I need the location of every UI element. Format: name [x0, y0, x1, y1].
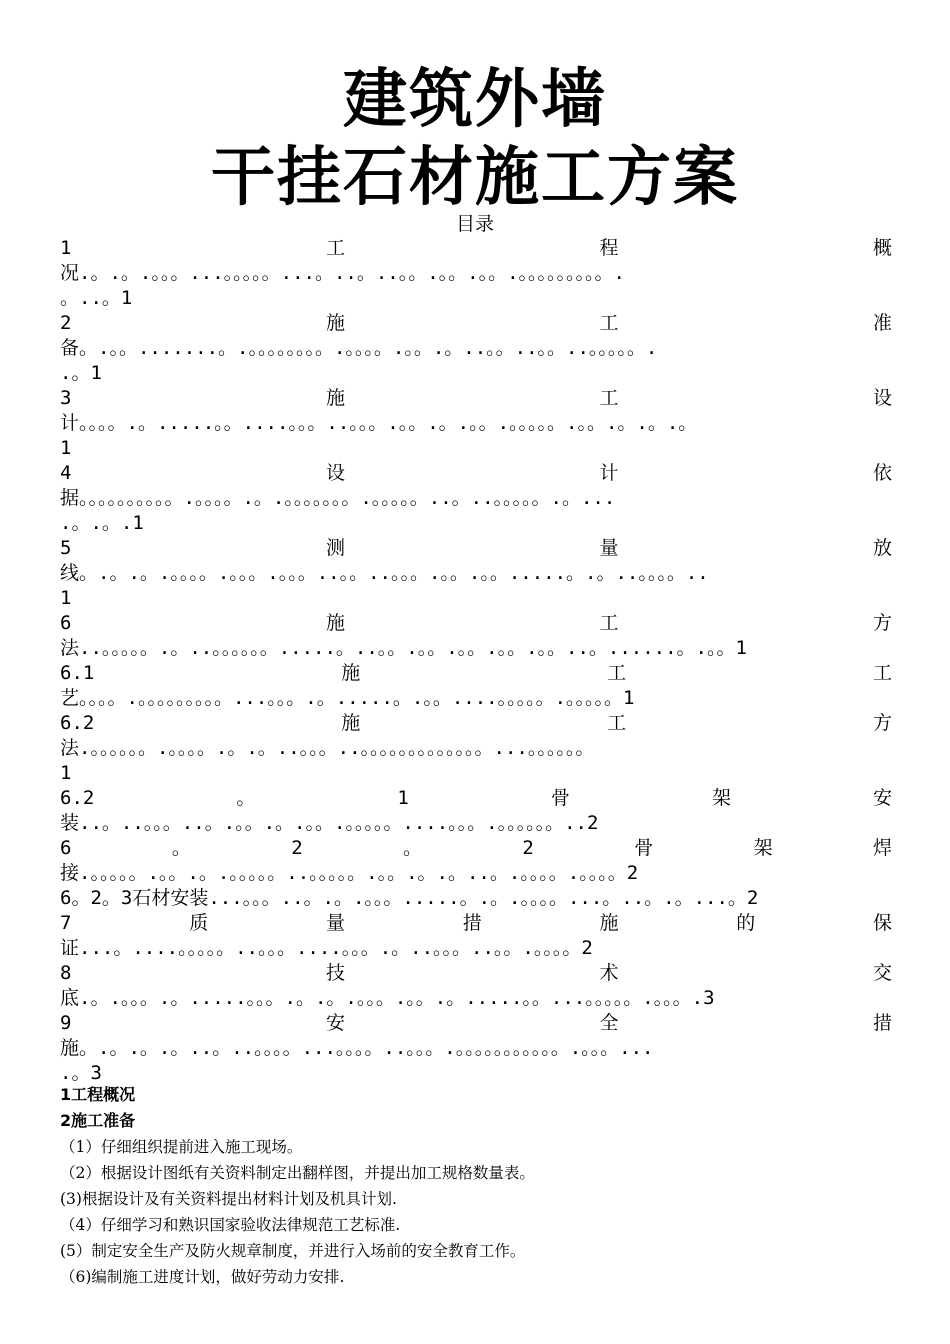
- document-title-line2: 干挂石材施工方案: [211, 140, 739, 215]
- toc-entry: [60, 236, 892, 311]
- toc-entry-part: 焊: [872, 837, 892, 859]
- toc-entry-part: 量: [599, 537, 619, 559]
- toc-entry-part: 1: [397, 787, 409, 809]
- toc-entry-leader: 据。。。。。。。。。。.。。。。.。.。。。。。。。.。。。。。..。..。。。。。.。...: [60, 487, 616, 509]
- toc-entry-part: 依: [872, 462, 892, 484]
- toc-entry-page: .。1: [60, 362, 102, 384]
- toc-entry-title: [60, 461, 892, 486]
- toc-entry: [60, 911, 892, 961]
- toc-entry-part: 技: [325, 962, 345, 984]
- section-heading: 2施工准备: [60, 1111, 136, 1130]
- toc-entry-part: 施: [341, 712, 361, 734]
- paragraph: （2）根据设计图纸有关资料制定出翻样图，并提出加工规格数量表。: [60, 1164, 535, 1182]
- toc-entry-title: [60, 661, 892, 686]
- toc-entry-leader: 接.。。。。。.。。.。.。。。。。..。。。。。.。。.。.。..。.。。。。.。。。。2: [60, 862, 639, 884]
- toc-entry-leader: 线。.。.。.。。。。.。。。.。。。..。。..。。。.。。.。。.....。.。..。。。。..: [60, 562, 709, 584]
- toc-entry-part: 交: [872, 962, 892, 984]
- toc-entry-part: 放: [872, 537, 892, 559]
- toc-entry-part: 8: [60, 962, 72, 984]
- toc-entry-part: 2: [60, 312, 72, 334]
- toc-entry: [60, 311, 892, 386]
- toc-entry-part: 设: [872, 387, 892, 409]
- toc-entry-part: 安: [325, 1012, 345, 1034]
- toc-entry-part: 工: [599, 387, 619, 409]
- toc-entry-title: [60, 386, 892, 411]
- toc-entry: [60, 461, 892, 536]
- paragraph: （1）仔细组织提前进入施工现场。: [60, 1138, 303, 1156]
- toc-entry-part: 6.1: [60, 662, 95, 684]
- toc-entry-part: 。: [403, 837, 423, 859]
- toc-entry-part: 6: [60, 837, 72, 859]
- toc-entry-part: 程: [599, 237, 619, 259]
- toc-entry: [60, 386, 892, 461]
- toc-entry-part: 质: [189, 912, 209, 934]
- toc-entry-part: 施: [325, 387, 345, 409]
- toc-entry-title: [60, 536, 892, 561]
- toc-entry-title: [60, 911, 892, 936]
- toc-entry-page: 1: [60, 762, 72, 784]
- toc-entry-part: 措: [462, 912, 482, 934]
- toc-entry-part: 准: [872, 312, 892, 334]
- toc-entry-part: 2: [291, 837, 303, 859]
- toc-entry-leader: 底.。.。。。.。.....。。。.。.。.。。。.。。.。.....。。...。。。。。.。。。.3: [60, 987, 715, 1009]
- toc-entry-leader: 证...。....。。。。。..。。。....。。。.。..。。。..。。.。。。。2: [60, 937, 593, 959]
- toc-entry-title: [60, 786, 892, 811]
- toc-entry-title: [60, 711, 892, 736]
- toc-entry-part: 2: [522, 837, 534, 859]
- toc-entry-page: 。..。1: [60, 287, 133, 309]
- section-heading: 1工程概况: [60, 1085, 136, 1104]
- toc-entry-part: 骨: [634, 837, 654, 859]
- toc-entry-part: 4: [60, 462, 72, 484]
- document-title-line1: 建筑外墙: [343, 62, 607, 137]
- toc-entry: [60, 886, 892, 911]
- toc-entry-page: .。.。.1: [60, 512, 144, 534]
- paragraph: （4）仔细学习和熟识国家验收法律规范工艺标准.: [60, 1216, 401, 1234]
- toc-entry: [60, 611, 892, 661]
- toc-entry-leader: 法.。。。。。。.。。。。.。.。..。。。..。。。。。。。。。。。。。...。。。。。。: [60, 737, 595, 759]
- toc-entry-part: 全: [599, 1012, 619, 1034]
- toc-entry-part: 6: [60, 612, 72, 634]
- toc-entry-part: 工: [607, 712, 627, 734]
- toc-entry-leader: 施。.。.。.。..。..。。。。...。。。。..。。。.。。。。。。。。。。。.。。。...: [60, 1037, 654, 1059]
- toc-entry-leader: 计。。。。.。.....。。....。。。..。。。.。。.。.。。.。。。。。.。。.。.。.。: [60, 412, 698, 434]
- toc-entry-title: [60, 836, 892, 861]
- toc-entry-part: 概: [872, 237, 892, 259]
- toc-entry-page: .。3: [60, 1062, 102, 1084]
- paragraph: （6)编制施工进度计划，做好劳动力安排.: [60, 1268, 345, 1286]
- toc-entry-part: 计: [599, 462, 619, 484]
- toc-entry-part: 工: [599, 612, 619, 634]
- toc-entry-part: 施: [341, 662, 361, 684]
- toc-entry-part: 6。2。3石材安装...。。。..。.。.。。。.....。.。.。。。。...。..。.。...。2: [60, 887, 759, 909]
- toc-entry-title: [60, 886, 892, 911]
- toc-entry-part: 设: [325, 462, 345, 484]
- toc-entry-part: 方: [872, 712, 892, 734]
- toc-entry-part: 工: [325, 237, 345, 259]
- toc-entry-part: 骨: [550, 787, 570, 809]
- toc-entry-title: [60, 1011, 892, 1036]
- toc-entry-part: 1: [60, 237, 72, 259]
- toc-entry-leader: 法..。。。。。.。..。。。。。。.....。..。。.。。.。。.。。.。。..。......。.。。1: [60, 637, 747, 659]
- toc-entry-part: 6.2: [60, 787, 95, 809]
- toc-entry-part: 施: [325, 312, 345, 334]
- toc-entry-title: [60, 311, 892, 336]
- toc-entry-page: 1: [60, 587, 72, 609]
- toc-entry: [60, 661, 892, 711]
- toc-entry-part: 架: [711, 787, 731, 809]
- toc-entry-leader: 备。.。。.......。.。。。。。。。。.。。。。.。。.。..。。..。。..。。。。。.: [60, 337, 658, 359]
- toc-entry-title: [60, 236, 892, 261]
- toc-entry-part: 工: [607, 662, 627, 684]
- toc-entry-part: 测: [325, 537, 345, 559]
- toc-entry-part: 措: [872, 1012, 892, 1034]
- toc-entry-part: 的: [736, 912, 756, 934]
- toc-entry-page: 1: [60, 437, 72, 459]
- toc-entry-leader: 况.。.。.。。。...。。。。。...。..。..。。.。。.。。.。。。。。。。。。.: [60, 262, 625, 284]
- toc-entry: [60, 1011, 892, 1086]
- paragraph: (3)根据设计及有关资料提出材料计划及机具计划.: [60, 1190, 397, 1208]
- toc-entry-part: 术: [599, 962, 619, 984]
- paragraph: (5）制定安全生产及防火规章制度，并进行入场前的安全教育工作。: [60, 1242, 526, 1260]
- toc-entry-title: [60, 961, 892, 986]
- toc-entry-part: 。: [236, 787, 256, 809]
- toc-entry-part: 5: [60, 537, 72, 559]
- toc-entry-part: 9: [60, 1012, 72, 1034]
- toc-entry-part: 。: [171, 837, 191, 859]
- toc-entry-part: 安: [872, 787, 892, 809]
- toc-entry-leader: 艺。。。。.。。。。。。。。。...。。。.。.....。.。。....。。。。。.。。。。。1: [60, 687, 635, 709]
- toc-heading: 目录: [455, 213, 494, 235]
- toc-entry: [60, 961, 892, 1011]
- table-of-contents: [60, 236, 892, 1086]
- toc-entry-part: 7: [60, 912, 72, 934]
- toc-entry: [60, 786, 892, 836]
- toc-entry-part: 3: [60, 387, 72, 409]
- toc-entry-leader: 装..。..。。。..。.。。.。.。。.。。。。。....。。。.。。。。。。..2: [60, 812, 599, 834]
- toc-entry: [60, 536, 892, 611]
- toc-entry-part: 施: [325, 612, 345, 634]
- toc-entry-part: 6.2: [60, 712, 95, 734]
- toc-entry-part: 施: [599, 912, 619, 934]
- toc-entry-part: 方: [872, 612, 892, 634]
- toc-entry-part: 架: [753, 837, 773, 859]
- toc-entry: [60, 711, 892, 786]
- toc-entry-part: 工: [872, 662, 892, 684]
- toc-entry-title: [60, 611, 892, 636]
- toc-entry-part: 保: [872, 912, 892, 934]
- toc-entry: [60, 836, 892, 886]
- toc-entry-part: 量: [325, 912, 345, 934]
- toc-entry-part: 工: [599, 312, 619, 334]
